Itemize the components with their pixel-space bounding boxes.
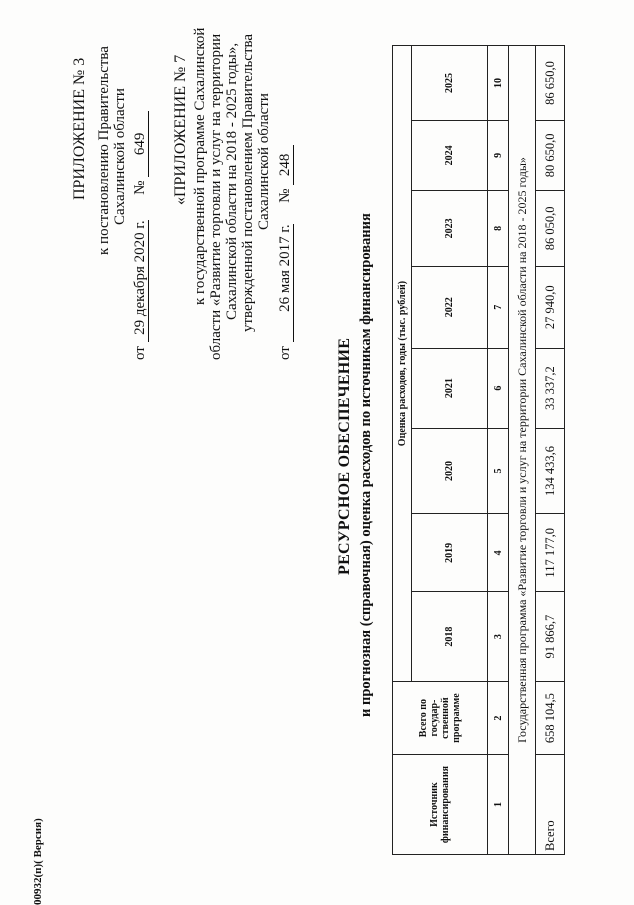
resource-table (392, 45, 565, 855)
year-header: 2020 (412, 428, 488, 514)
row-value: 91 866,7 (536, 592, 565, 682)
row-total: 658 104,5 (536, 682, 565, 755)
col-total-header: Всего по государ- ственной программе (393, 682, 488, 755)
prev-appendix-num-label: № (277, 188, 293, 203)
appendix-date: 29 декабря 2020 г. (132, 220, 149, 342)
prev-appendix-date-line (277, 145, 294, 360)
row-value: 117 177,0 (536, 514, 565, 592)
appendix-from-label: от (132, 346, 148, 360)
column-number-row (488, 46, 509, 855)
program-name: Государственная программа «Развитие торговли и услуг на территории Сахалинской области на 2018 - 2025 годы» (509, 46, 536, 855)
year-header: 2018 (412, 592, 488, 682)
prev-appendix-title: «ПРИЛОЖЕНИЕ № 7 (172, 54, 189, 205)
year-header: 2021 (412, 348, 488, 428)
appendix-title: ПРИЛОЖЕНИЕ № 3 (71, 57, 88, 200)
col-number: 5 (488, 428, 509, 514)
col-number: 1 (488, 755, 509, 855)
appendix-line2: Сахалинской области (112, 88, 128, 225)
year-header: 2019 (412, 514, 488, 592)
prev-appendix-line5: Сахалинской области (256, 93, 272, 230)
appendix-number: 649 (132, 111, 149, 177)
col-number: 4 (488, 514, 509, 592)
col-number: 9 (488, 120, 509, 190)
document-code: 00932(п)( Версия) (32, 818, 44, 905)
prev-appendix-line3: Сахалинской области на 2018 - 2025 годы», (224, 42, 240, 320)
appendix-date-line (132, 111, 149, 360)
row-value: 86 050,0 (536, 190, 565, 266)
table-header-row (393, 46, 412, 855)
col-source-header: Источник финансирования (393, 755, 488, 855)
col-number: 6 (488, 348, 509, 428)
page-subtitle: и прогнозная (справочная) оценка расходов по источникам финансирования (358, 213, 374, 717)
group-header: Оценка расходов, годы (тыс. рублей) (393, 46, 412, 682)
appendix-line1: к постановлению Правительства (96, 46, 112, 255)
row-value: 33 337,2 (536, 348, 565, 428)
prev-appendix-line2: области «Развитие торговли и услуг на территории (208, 33, 224, 360)
year-header: 2022 (412, 266, 488, 348)
year-header: 2023 (412, 190, 488, 266)
row-value: 86 650,0 (536, 46, 565, 121)
prev-appendix-from-label: от (277, 346, 293, 360)
year-header: 2024 (412, 120, 488, 190)
row-value: 27 940,0 (536, 266, 565, 348)
prev-appendix-number: 248 (277, 145, 294, 185)
year-header: 2025 (412, 46, 488, 121)
col-number: 7 (488, 266, 509, 348)
prev-appendix-date: 26 мая 2017 г. (277, 224, 294, 342)
col-number: 10 (488, 46, 509, 121)
appendix-num-label: № (132, 180, 148, 195)
col-number: 8 (488, 190, 509, 266)
row-value: 134 433,6 (536, 428, 565, 514)
program-row (509, 46, 536, 855)
col-number: 2 (488, 682, 509, 755)
table-row (536, 46, 565, 855)
prev-appendix-line1: к государственной программе Сахалинской (192, 27, 208, 305)
row-value: 80 650,0 (536, 120, 565, 190)
page-title: РЕСУРСНОЕ ОБЕСПЕЧЕНИЕ (336, 337, 353, 575)
col-number: 3 (488, 592, 509, 682)
prev-appendix-line4: утвержденной постановлением Правительства (240, 33, 256, 332)
row-source: Всего (536, 755, 565, 855)
